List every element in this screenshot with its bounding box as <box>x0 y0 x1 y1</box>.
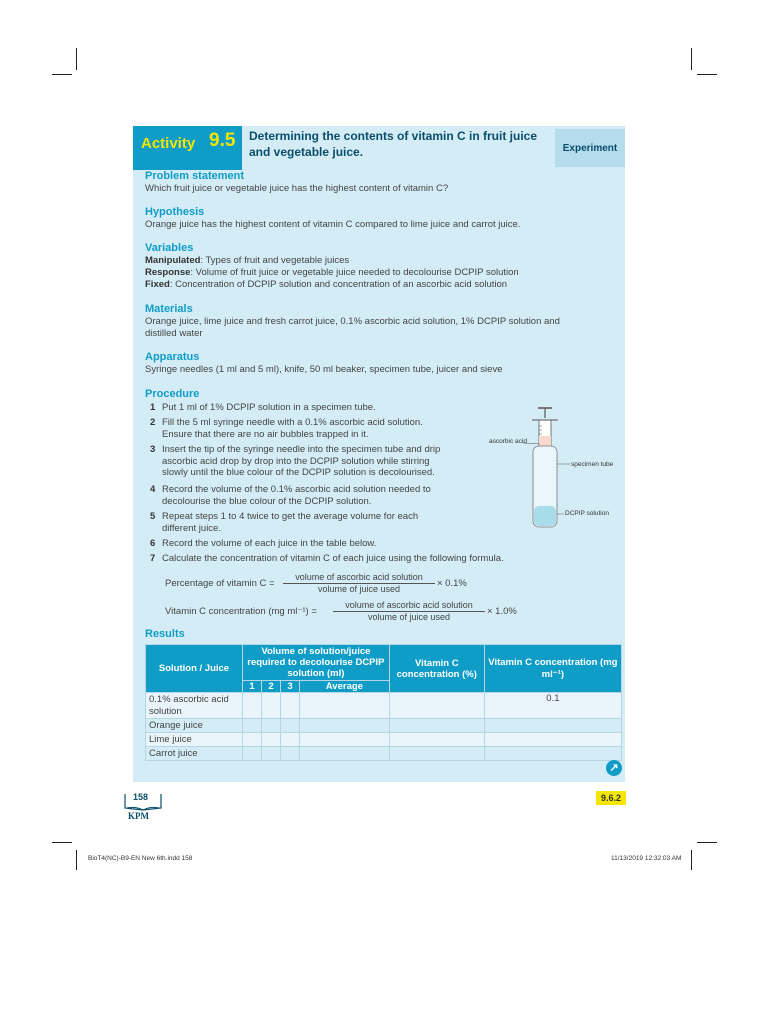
apparatus-text: Syringe needles (1 ml and 5 ml), knife, 50 ml beaker, specimen tube, juicer and sieve <box>145 364 503 375</box>
row-name: Lime juice <box>146 733 243 747</box>
step-number: 3 <box>150 444 156 455</box>
step-number: 4 <box>150 484 156 495</box>
variable-manipulated <box>145 255 519 267</box>
table-row <box>146 747 622 761</box>
header-trial-1: 1 <box>243 681 262 693</box>
header-concentration-percent: Vitamin C concentration (%) <box>389 645 484 693</box>
step-line: Record the volume of each juice in the table below. <box>162 538 377 549</box>
page-number-badge <box>123 792 163 820</box>
procedure-section <box>145 388 199 401</box>
activity-number: 9.5 <box>209 130 236 151</box>
cell-concentration-percent <box>389 719 484 733</box>
formula-percentage <box>165 572 485 598</box>
step-line: Fill the 5 ml syringe needle with a 0.1% ascorbic acid solution. <box>162 417 423 428</box>
cell-concentration-mg <box>484 719 621 733</box>
variables-heading: Variables <box>145 242 194 254</box>
activity-header <box>133 126 625 170</box>
publisher-mark: KPM <box>128 811 149 821</box>
step-line: Record the volume of the 0.1% ascorbic acid solution needed to <box>162 484 431 495</box>
header-solution: Solution / Juice <box>146 645 243 693</box>
activity-badge <box>133 126 242 170</box>
step-number: 5 <box>150 511 156 522</box>
cell-trial-3 <box>281 719 300 733</box>
formula-concentration <box>165 600 545 626</box>
step-line: Repeat steps 1 to 4 twice to get the average volume for each <box>162 511 419 522</box>
formula-rhs: × 0.1% <box>437 578 467 589</box>
formula-denominator: volume of juice used <box>367 612 451 622</box>
formula-numerator: volume of ascorbic acid solution <box>283 572 435 584</box>
label-specimen-tube: specimen tube <box>571 461 614 468</box>
row-name: 0.1% ascorbic acid solution <box>146 693 243 719</box>
header-concentration-mg: Vitamin C concentration (mg ml⁻¹) <box>484 645 621 693</box>
cell-concentration-mg: 0.1 <box>484 693 621 719</box>
header-trial-2: 2 <box>262 681 281 693</box>
cell-average <box>300 693 390 719</box>
manipulated-label: Manipulated <box>145 255 201 266</box>
cell-concentration-mg <box>484 733 621 747</box>
cell-trial-2 <box>262 747 281 761</box>
cell-trial-3 <box>281 733 300 747</box>
step-line: ascorbic acid drop by drop into the DCPIP solution while stirring <box>162 455 430 467</box>
experiment-tab: Experiment <box>555 129 625 167</box>
materials-heading: Materials <box>145 303 193 315</box>
step-number: 1 <box>150 402 156 413</box>
row-name: Orange juice <box>146 719 243 733</box>
step-line: Ensure that there are no air bubbles trapped in it. <box>162 428 369 440</box>
procedure-heading: Procedure <box>145 388 200 400</box>
cell-trial-2 <box>262 719 281 733</box>
materials-line-1: Orange juice, lime juice and fresh carrot juice, 0.1% ascorbic acid solution, 1% DCPIP solution and <box>145 316 560 327</box>
step-line: Insert the tip of the syringe needle into the specimen tube and drip <box>162 444 441 455</box>
cell-trial-3 <box>281 747 300 761</box>
hypothesis-heading: Hypothesis <box>145 206 205 218</box>
syringe-diagram <box>480 406 630 536</box>
problem-heading: Problem statement <box>145 170 245 182</box>
crop-mark <box>76 48 77 70</box>
step-number: 6 <box>150 538 156 549</box>
cell-trial-1 <box>243 733 262 747</box>
label-ascorbic-acid: ascorbic acid <box>489 438 527 445</box>
header-trial-3: 3 <box>281 681 300 693</box>
crop-mark <box>52 842 72 843</box>
problem-section <box>145 170 448 195</box>
cell-trial-2 <box>262 733 281 747</box>
fixed-label: Fixed <box>145 279 170 290</box>
results-table <box>145 644 622 761</box>
step-number: 2 <box>150 417 156 428</box>
crop-mark <box>76 850 77 870</box>
header-average: Average <box>300 681 390 693</box>
formula-numerator: volume of ascorbic acid solution <box>333 600 485 612</box>
cell-trial-3 <box>281 693 300 719</box>
variables-section <box>145 242 519 291</box>
step-text <box>162 511 462 534</box>
activity-label: Activity <box>141 135 196 152</box>
step-line: decolourise the blue colour of the DCPIP solution. <box>162 495 372 507</box>
table-row <box>146 733 622 747</box>
materials-line-2: distilled water <box>145 328 203 339</box>
cell-average <box>300 733 390 747</box>
step-text <box>162 538 462 550</box>
response-label: Response <box>145 267 191 278</box>
formula-lhs: Percentage of vitamin C = <box>165 578 275 589</box>
response-text: : Volume of fruit juice or vegetable juice needed to decolourise DCPIP solution <box>190 267 519 278</box>
cell-average <box>300 719 390 733</box>
results-heading: Results <box>145 628 185 640</box>
table-row <box>146 693 622 719</box>
formula-fraction <box>333 600 485 622</box>
apparatus-heading: Apparatus <box>145 351 200 363</box>
cell-trial-2 <box>262 693 281 719</box>
cell-concentration-mg <box>484 747 621 761</box>
step-text <box>162 417 462 440</box>
apparatus-section <box>145 351 503 376</box>
step-number: 7 <box>150 553 156 564</box>
formula-fraction <box>283 572 435 594</box>
page-number: 158 <box>133 792 149 802</box>
step-text <box>162 553 562 565</box>
cell-concentration-percent <box>389 693 484 719</box>
manipulated-text: : Types of fruit and vegetable juices <box>200 255 350 266</box>
crop-mark <box>697 842 717 843</box>
step-line: slowly until the blue colour of the DCPIP solution is decolourised. <box>162 467 435 478</box>
step-text <box>162 484 462 507</box>
variable-fixed <box>145 279 519 291</box>
hypothesis-section <box>145 206 520 231</box>
step-line: different juice. <box>162 522 221 534</box>
cell-trial-1 <box>243 747 262 761</box>
problem-text: Which fruit juice or vegetable juice has the highest content of vitamin C? <box>145 183 449 194</box>
crop-mark <box>691 48 692 70</box>
file-name: BioT4(NC)-B9-EN New 6th.indd 158 <box>88 855 193 862</box>
cell-concentration-percent <box>389 733 484 747</box>
fixed-text: : Concentration of DCPIP solution and concentration of an ascorbic acid solution <box>169 279 508 290</box>
next-arrow-icon[interactable]: ↗ <box>606 760 622 776</box>
topic-code-badge: 9.6.2 <box>596 791 626 805</box>
print-timestamp: 11/13/2019 12:32:03 AM <box>611 855 682 862</box>
crop-mark <box>691 850 692 870</box>
formula-rhs: × 1.0% <box>487 606 517 617</box>
materials-section <box>145 303 560 340</box>
variable-response <box>145 267 519 279</box>
crop-mark <box>697 74 717 75</box>
row-name: Carrot juice <box>146 747 243 761</box>
cell-average <box>300 747 390 761</box>
label-dcpip-solution: DCPIP solution <box>565 510 609 517</box>
step-line: Calculate the concentration of vitamin C of each juice using the following formula. <box>162 553 504 564</box>
step-text <box>162 444 462 479</box>
formula-denominator: volume of juice used <box>317 584 401 594</box>
hypothesis-text: Orange juice has the highest content of vitamin C compared to lime juice and carrot juice. <box>145 219 521 230</box>
formula-lhs: Vitamin C concentration (mg ml⁻¹) = <box>165 606 317 617</box>
table-row <box>146 719 622 733</box>
cell-concentration-percent <box>389 747 484 761</box>
table-header-row <box>146 645 622 681</box>
cell-trial-1 <box>243 719 262 733</box>
cell-trial-1 <box>243 693 262 719</box>
crop-mark <box>52 74 72 75</box>
activity-title: Determining the contents of vitamin C in fruit juice and vegetable juice. <box>249 129 538 159</box>
step-line: Put 1 ml of 1% DCPIP solution in a specimen tube. <box>162 402 376 413</box>
header-volume: Volume of solution/juice required to decolourise DCPIP solution (ml) <box>243 645 390 681</box>
